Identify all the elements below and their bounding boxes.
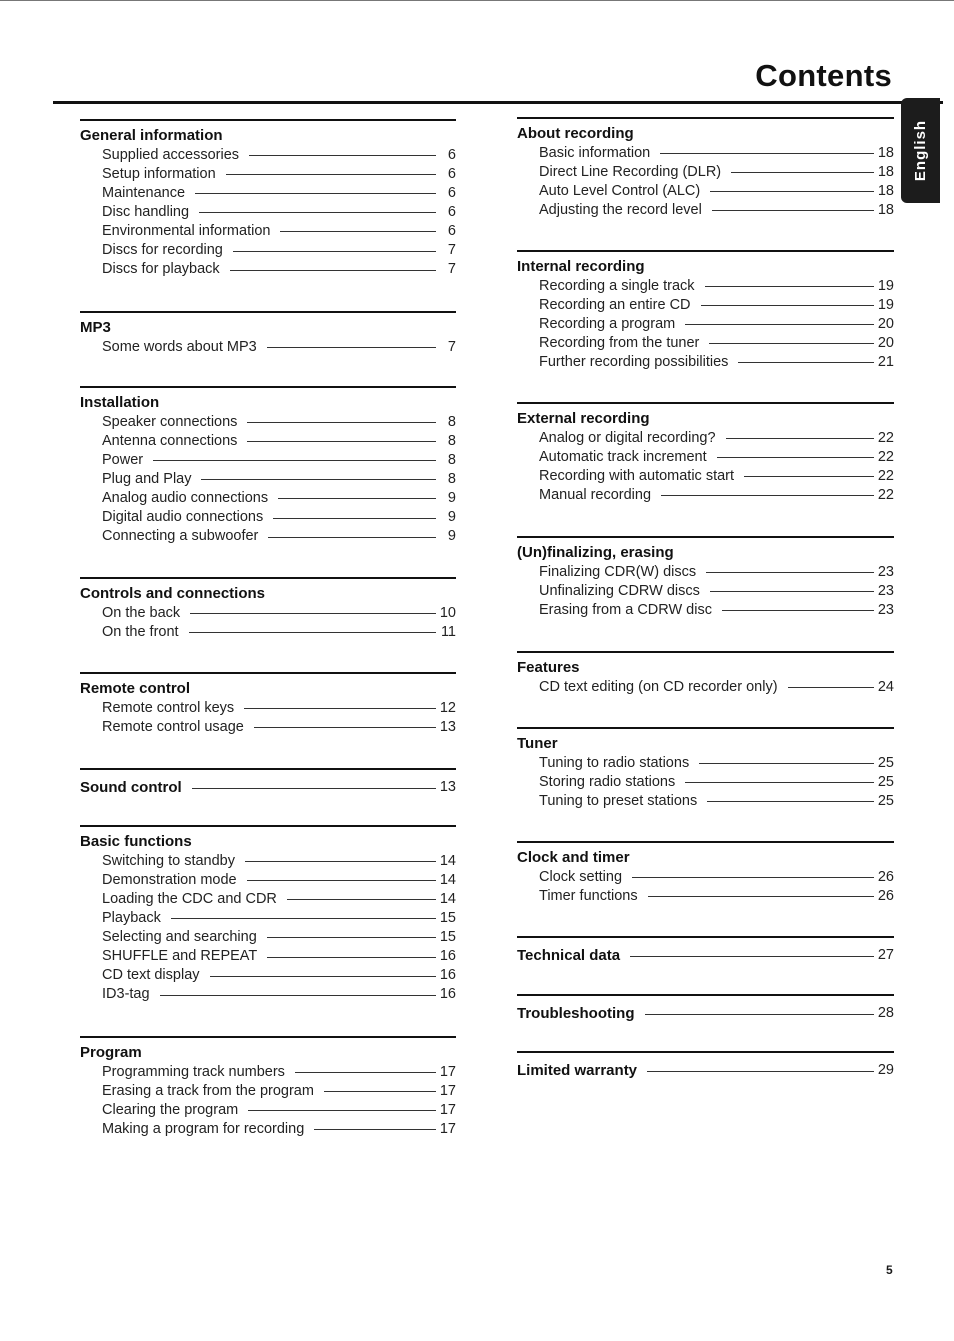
toc-section-troubleshooting	[517, 994, 894, 1023]
leader-line	[722, 610, 874, 611]
toc-section-internal-recording	[517, 250, 894, 371]
toc-entry-label: Demonstration mode	[102, 871, 237, 888]
section-rule	[517, 117, 894, 119]
toc-entry[interactable]	[80, 908, 456, 927]
leader-line	[705, 286, 874, 287]
toc-entry-label: Plug and Play	[102, 470, 192, 487]
toc-section-un-finalizing-erasing	[517, 536, 894, 619]
toc-entry[interactable]	[80, 1062, 456, 1081]
toc-entry[interactable]	[80, 985, 456, 1004]
toc-entry-page: 9	[447, 509, 456, 526]
toc-entry-page: 28	[877, 1005, 894, 1021]
section-heading: Installation	[80, 394, 160, 411]
toc-entry-label: Discs for playback	[102, 261, 220, 278]
toc-entry[interactable]	[80, 431, 456, 450]
toc-entry-label: Digital audio connections	[102, 509, 264, 526]
toc-entry[interactable]	[80, 221, 456, 240]
leader-line	[630, 956, 874, 957]
toc-entry-label: Maintenance	[102, 184, 186, 201]
toc-entry-label: Basic information	[539, 144, 651, 161]
toc-section-link[interactable]	[80, 777, 456, 797]
leader-line	[153, 460, 436, 461]
section-rule	[517, 841, 894, 843]
leader-line	[717, 457, 874, 458]
toc-entry[interactable]	[80, 717, 456, 736]
leader-line	[160, 995, 436, 996]
leader-line	[267, 937, 436, 938]
section-heading: MP3	[80, 319, 111, 336]
section-rule	[517, 402, 894, 404]
toc-entry-label: Timer functions	[539, 887, 638, 904]
toc-entry-page: 20	[877, 334, 894, 351]
toc-entry-label: Recording a single track	[539, 277, 695, 294]
toc-entry-label: Selecting and searching	[102, 928, 257, 945]
toc-entry-label: On the front	[102, 623, 179, 640]
toc-entry-page: 7	[447, 242, 456, 259]
toc-entry[interactable]	[517, 181, 894, 200]
toc-entry-page: 14	[439, 890, 456, 907]
toc-entry[interactable]	[80, 450, 456, 469]
leader-line	[267, 347, 436, 348]
leader-line	[710, 191, 874, 192]
section-rule	[517, 1051, 894, 1053]
language-tab-label: English	[912, 119, 930, 182]
toc-entry-page: 24	[877, 678, 894, 695]
section-heading: About recording	[517, 125, 634, 142]
leader-line	[268, 537, 436, 538]
toc-entry[interactable]	[80, 870, 456, 889]
toc-entry[interactable]	[80, 851, 456, 870]
toc-entry-label: Recording from the tuner	[539, 334, 700, 351]
toc-entry-label: Adjusting the record level	[539, 201, 702, 218]
leader-line	[245, 861, 436, 862]
toc-entry-page: 19	[877, 277, 894, 294]
toc-entry-page: 6	[447, 184, 456, 201]
toc-entry-page: 20	[877, 315, 894, 332]
toc-section-clock-and-timer	[517, 841, 894, 905]
leader-line	[731, 172, 874, 173]
leader-line	[324, 1091, 436, 1092]
toc-entry[interactable]	[517, 143, 894, 162]
leader-line	[632, 877, 874, 878]
toc-entry[interactable]	[80, 337, 456, 356]
section-rule	[80, 672, 456, 674]
toc-entry-page: 23	[877, 563, 894, 580]
toc-entry-label: Antenna connections	[102, 432, 238, 449]
leader-line	[230, 270, 436, 271]
leader-line	[247, 422, 436, 423]
toc-entry-page: 15	[439, 928, 456, 945]
leader-line	[645, 1014, 874, 1015]
toc-entry[interactable]	[517, 295, 894, 314]
section-heading: (Un)finalizing, erasing	[517, 544, 674, 561]
toc-entry-page: 25	[877, 754, 894, 771]
leader-line	[273, 518, 436, 519]
toc-entry-page: 26	[877, 868, 894, 885]
toc-entry-label: ID3-tag	[102, 986, 150, 1003]
toc-entry-label: Clock setting	[539, 868, 623, 885]
toc-entry-label: Auto Level Control (ALC)	[539, 182, 701, 199]
toc-entry-page: 7	[447, 261, 456, 278]
toc-entry-label: Direct Line Recording (DLR)	[539, 163, 722, 180]
toc-entry[interactable]	[80, 260, 456, 279]
toc-entry[interactable]	[80, 603, 456, 622]
toc-entry-label: Tuning to preset stations	[539, 792, 698, 809]
toc-entry[interactable]	[517, 677, 894, 696]
toc-section-limited-warranty	[517, 1051, 894, 1080]
toc-entry-page: 23	[877, 582, 894, 599]
toc-entry[interactable]	[80, 1119, 456, 1138]
toc-entry[interactable]	[80, 966, 456, 985]
toc-entry-page: 10	[439, 604, 456, 621]
leader-line	[661, 495, 874, 496]
leader-line	[201, 479, 436, 480]
toc-section-installation	[80, 386, 456, 546]
leader-line	[685, 782, 874, 783]
leader-line	[171, 918, 436, 919]
toc-entry-page: 6	[447, 146, 456, 163]
section-heading: Internal recording	[517, 258, 645, 275]
toc-entry-label: Remote control usage	[102, 718, 244, 735]
toc-entry-page: 21	[877, 353, 894, 370]
toc-entry-page: 25	[877, 773, 894, 790]
toc-section-basic-functions	[80, 825, 456, 1004]
toc-entry-page: 25	[877, 792, 894, 809]
leader-line	[192, 788, 436, 789]
toc-section-sound-control	[80, 768, 456, 797]
toc-section-technical-data	[517, 936, 894, 965]
toc-entry-page: 13	[439, 718, 456, 735]
section-heading: Program	[80, 1044, 142, 1061]
toc-entry-label: CD text editing (on CD recorder only)	[539, 678, 778, 695]
toc-entry-page: 12	[439, 699, 456, 716]
section-rule	[80, 386, 456, 388]
toc-section-program	[80, 1036, 456, 1138]
leader-line	[710, 591, 874, 592]
leader-line	[247, 441, 436, 442]
section-heading: Limited warranty	[517, 1061, 638, 1079]
toc-entry-label: Discs for recording	[102, 242, 223, 259]
section-heading: Tuner	[517, 735, 558, 752]
toc-entry-label: Automatic track increment	[539, 448, 707, 465]
toc-entry-page: 18	[877, 201, 894, 218]
toc-entry-label: Switching to standby	[102, 852, 235, 869]
toc-entry-label: Some words about MP3	[102, 338, 257, 355]
toc-entry-page: 22	[877, 486, 894, 503]
language-tab[interactable]	[901, 98, 940, 203]
toc-entry-page: 22	[877, 429, 894, 446]
toc-entry[interactable]	[517, 447, 894, 466]
toc-entry-label: SHUFFLE and REPEAT	[102, 948, 258, 965]
toc-entry-page: 6	[447, 222, 456, 239]
section-heading: General information	[80, 127, 223, 144]
toc-entry-page: 23	[877, 601, 894, 618]
toc-entry[interactable]	[517, 352, 894, 371]
toc-entry-label: CD text display	[102, 967, 200, 984]
toc-entry[interactable]	[517, 276, 894, 295]
toc-entry-page: 14	[439, 852, 456, 869]
leader-line	[701, 305, 874, 306]
toc-entry-page: 8	[447, 470, 456, 487]
section-rule	[517, 250, 894, 252]
toc-entry-page: 8	[447, 451, 456, 468]
leader-line	[249, 155, 436, 156]
toc-entry[interactable]	[517, 581, 894, 600]
section-heading: Clock and timer	[517, 849, 630, 866]
toc-entry-label: Recording a program	[539, 315, 676, 332]
toc-entry-label: Analog audio connections	[102, 489, 269, 506]
leader-line	[267, 957, 436, 958]
toc-entry[interactable]	[517, 600, 894, 619]
toc-entry[interactable]	[517, 466, 894, 485]
leader-line	[199, 212, 436, 213]
toc-section-tuner	[517, 727, 894, 810]
leader-line	[709, 343, 873, 344]
toc-entry[interactable]	[80, 240, 456, 259]
title-rule	[53, 101, 943, 104]
section-rule	[80, 768, 456, 770]
section-rule	[517, 994, 894, 996]
leader-line	[712, 210, 874, 211]
toc-entry[interactable]	[517, 162, 894, 181]
toc-entry-page: 17	[439, 1101, 456, 1118]
toc-entry-label: Loading the CDC and CDR	[102, 890, 277, 907]
section-heading: Features	[517, 659, 580, 676]
toc-entry-page: 16	[439, 967, 456, 984]
toc-entry-label: Erasing a track from the program	[102, 1082, 314, 1099]
toc-entry-page: 29	[877, 1062, 894, 1078]
toc-entry[interactable]	[517, 867, 894, 886]
section-heading: External recording	[517, 410, 650, 427]
toc-entry[interactable]	[517, 753, 894, 772]
section-rule	[80, 1036, 456, 1038]
toc-section-features	[517, 651, 894, 696]
toc-entry-page: 18	[877, 182, 894, 199]
toc-entry-page: 26	[877, 887, 894, 904]
leader-line	[295, 1072, 436, 1073]
toc-entry-page: 14	[439, 871, 456, 888]
toc-entry-page: 17	[439, 1082, 456, 1099]
toc-entry[interactable]	[80, 183, 456, 202]
toc-entry[interactable]	[80, 469, 456, 488]
toc-entry[interactable]	[80, 946, 456, 965]
toc-section-mp3	[80, 311, 456, 356]
toc-entry-page: 6	[447, 165, 456, 182]
leader-line	[660, 153, 874, 154]
toc-section-external-recording	[517, 402, 894, 504]
toc-entry-label: Finalizing CDR(W) discs	[539, 563, 697, 580]
leader-line	[254, 727, 436, 728]
toc-entry[interactable]	[517, 200, 894, 219]
top-border-line	[0, 0, 954, 1]
toc-entry-page: 22	[877, 448, 894, 465]
page-title: Contents	[755, 58, 892, 93]
toc-entry-label: Storing radio stations	[539, 773, 676, 790]
leader-line	[226, 174, 436, 175]
toc-entry[interactable]	[517, 772, 894, 791]
leader-line	[189, 632, 436, 633]
section-rule	[80, 577, 456, 579]
leader-line	[706, 572, 874, 573]
toc-entry[interactable]	[517, 485, 894, 504]
toc-entry-page: 9	[447, 528, 456, 545]
toc-entry[interactable]	[517, 886, 894, 905]
toc-entry[interactable]	[80, 622, 456, 641]
leader-line	[314, 1129, 436, 1130]
section-heading: Technical data	[517, 946, 621, 964]
toc-entry[interactable]	[80, 164, 456, 183]
toc-entry[interactable]	[80, 1100, 456, 1119]
toc-entry-page: 16	[439, 986, 456, 1003]
toc-entry-page: 16	[439, 948, 456, 965]
toc-entry-label: Manual recording	[539, 486, 652, 503]
toc-entry-page: 17	[439, 1063, 456, 1080]
toc-entry-page: 8	[447, 432, 456, 449]
toc-entry-page: 8	[447, 413, 456, 430]
leader-line	[738, 362, 873, 363]
toc-entry[interactable]	[80, 889, 456, 908]
leader-line	[233, 251, 436, 252]
toc-entry[interactable]	[80, 488, 456, 507]
toc-entry[interactable]	[80, 698, 456, 717]
toc-entry[interactable]	[517, 562, 894, 581]
toc-entry-page: 15	[439, 909, 456, 926]
toc-entry-label: Unfinalizing CDRW discs	[539, 582, 700, 599]
toc-entry-page: 9	[447, 489, 456, 506]
toc-entry[interactable]	[80, 927, 456, 946]
toc-entry[interactable]	[80, 145, 456, 164]
toc-entry-label: Setup information	[102, 165, 216, 182]
toc-entry[interactable]	[517, 791, 894, 810]
toc-section-link[interactable]	[517, 945, 894, 965]
toc-entry[interactable]	[80, 1081, 456, 1100]
toc-entry-label: Recording an entire CD	[539, 296, 691, 313]
toc-entry[interactable]	[80, 202, 456, 221]
toc-entry-page: 22	[877, 467, 894, 484]
page-number: 5	[886, 1263, 893, 1277]
toc-entry[interactable]	[517, 333, 894, 352]
toc-entry-label: Clearing the program	[102, 1101, 239, 1118]
section-rule	[517, 651, 894, 653]
leader-line	[247, 880, 436, 881]
leader-line	[707, 801, 874, 802]
section-heading: Remote control	[80, 680, 191, 697]
toc-entry-label: Environmental information	[102, 222, 271, 239]
leader-line	[648, 896, 874, 897]
toc-entry-label: Recording with automatic start	[539, 467, 735, 484]
section-rule	[517, 936, 894, 938]
toc-entry[interactable]	[80, 412, 456, 431]
toc-entry-page: 18	[877, 144, 894, 161]
toc-entry-label: Erasing from a CDRW disc	[539, 601, 712, 618]
toc-entry-page: 27	[877, 947, 894, 963]
toc-entry[interactable]	[517, 314, 894, 333]
section-rule	[517, 536, 894, 538]
toc-entry-label: Power	[102, 451, 144, 468]
toc-entry[interactable]	[517, 428, 894, 447]
leader-line	[685, 324, 874, 325]
toc-entry-page: 19	[877, 296, 894, 313]
leader-line	[190, 613, 436, 614]
section-rule	[517, 727, 894, 729]
leader-line	[244, 708, 436, 709]
section-heading: Controls and connections	[80, 585, 266, 602]
leader-line	[647, 1071, 874, 1072]
toc-entry-page: 13	[439, 779, 456, 795]
toc-section-link[interactable]	[517, 1060, 894, 1080]
leader-line	[195, 193, 436, 194]
toc-section-general-information	[80, 119, 456, 279]
section-rule	[80, 119, 456, 121]
leader-line	[287, 899, 436, 900]
leader-line	[699, 763, 874, 764]
toc-entry[interactable]	[80, 507, 456, 526]
toc-section-controls-and-connections	[80, 577, 456, 641]
toc-entry-page: 17	[439, 1120, 456, 1137]
leader-line	[788, 687, 874, 688]
toc-entry-page: 6	[447, 203, 456, 220]
leader-line	[210, 976, 436, 977]
toc-entry-label: Tuning to radio stations	[539, 754, 690, 771]
toc-entry-label: Connecting a subwoofer	[102, 528, 259, 545]
toc-entry-label: Making a program for recording	[102, 1120, 305, 1137]
toc-section-about-recording	[517, 117, 894, 219]
toc-entry-label: Remote control keys	[102, 699, 235, 716]
toc-entry-label: Further recording possibilities	[539, 353, 729, 370]
toc-entry-label: Analog or digital recording?	[539, 429, 716, 446]
toc-entry-label: Supplied accessories	[102, 146, 240, 163]
toc-entry-page: 7	[447, 338, 456, 355]
section-heading: Troubleshooting	[517, 1004, 635, 1022]
leader-line	[726, 438, 874, 439]
toc-entry-label: Speaker connections	[102, 413, 238, 430]
toc-entry-page: 18	[877, 163, 894, 180]
leader-line	[744, 476, 874, 477]
toc-entry-label: Disc handling	[102, 203, 190, 220]
toc-section-link[interactable]	[517, 1003, 894, 1023]
toc-entry-label: Programming track numbers	[102, 1063, 285, 1080]
toc-entry-page: 11	[440, 623, 456, 640]
toc-entry[interactable]	[80, 527, 456, 546]
section-rule	[80, 825, 456, 827]
section-heading: Sound control	[80, 778, 182, 796]
toc-entry-label: On the back	[102, 604, 181, 621]
section-heading: Basic functions	[80, 833, 192, 850]
toc-entry-label: Playback	[102, 909, 161, 926]
toc-section-remote-control	[80, 672, 456, 736]
section-rule	[80, 311, 456, 313]
leader-line	[248, 1110, 436, 1111]
leader-line	[280, 231, 436, 232]
leader-line	[278, 498, 436, 499]
